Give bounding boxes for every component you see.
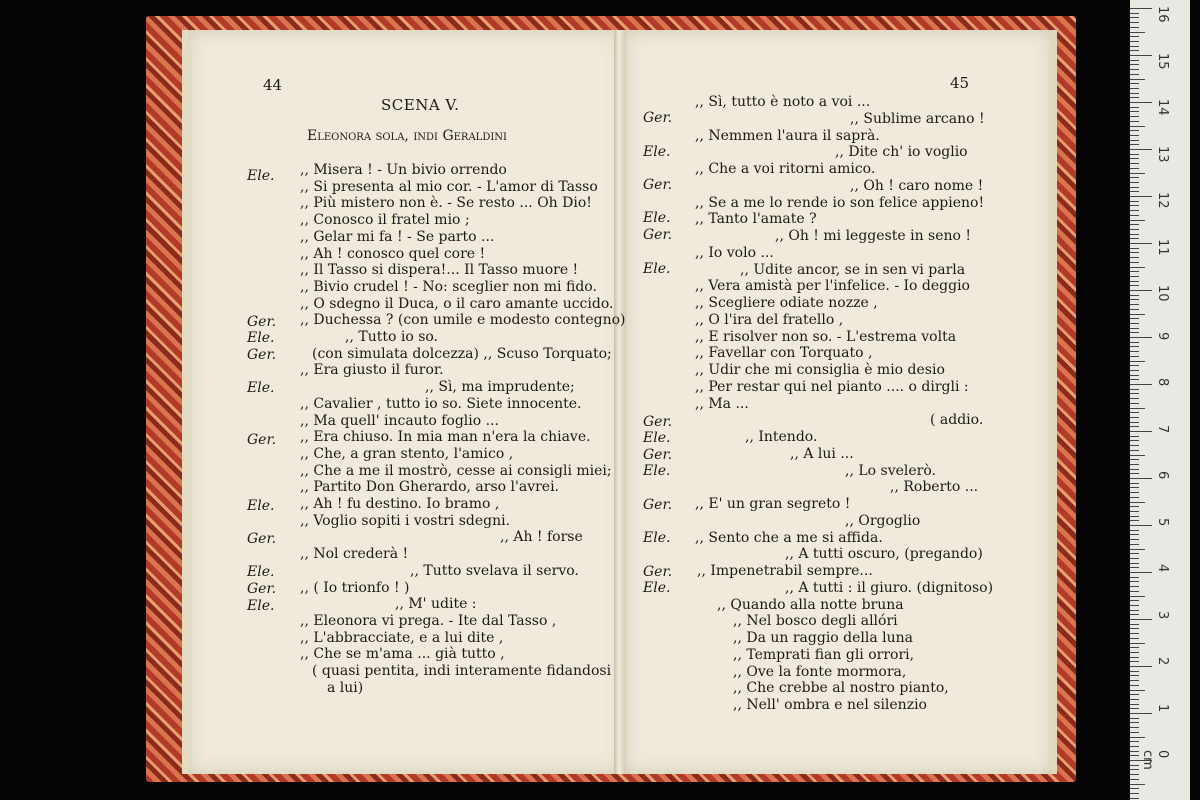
- ruler-tick: [1130, 690, 1145, 691]
- ruler-tick: [1130, 182, 1139, 183]
- left-speaker-label: Ger.: [247, 531, 277, 547]
- left-verse-line: ,, ( Io trionfo ! ): [300, 579, 410, 596]
- ruler-tick: [1130, 492, 1139, 493]
- ruler-tick: [1130, 553, 1139, 554]
- ruler-tick: [1130, 196, 1152, 197]
- ruler-tick: [1130, 591, 1139, 592]
- ruler-tick: [1130, 779, 1139, 780]
- left-verse-line: ,, Voglio sopiti i vostri sdegni.: [300, 512, 511, 529]
- ruler-tick: [1130, 600, 1139, 601]
- ruler-tick: [1130, 473, 1139, 474]
- ruler-tick: [1130, 384, 1152, 385]
- ruler-tick: [1130, 13, 1139, 14]
- left-verse-line: ,, L'abbracciate, e a lui dite ,: [300, 629, 504, 646]
- ruler-tick: [1130, 426, 1139, 427]
- ruler-number: 2: [1155, 657, 1170, 666]
- ruler-tick: [1130, 506, 1139, 507]
- ruler-tick: [1130, 563, 1139, 564]
- left-verse-line: ,, Che a me il mostrò, cesse ai consigli miei;: [300, 462, 612, 479]
- ruler-tick: [1130, 417, 1139, 418]
- left-verse-line: ,, Partito Don Gherardo, arso l'avrei.: [300, 479, 560, 496]
- ruler-tick: [1130, 220, 1145, 221]
- right-verse-line: ,, Ma ...: [695, 395, 749, 412]
- right-verse-line: ,, Impenetrabil sempre...: [697, 563, 873, 579]
- ruler-tick: [1130, 741, 1139, 742]
- ruler-tick: [1130, 516, 1139, 517]
- book-gutter: [614, 30, 626, 774]
- ruler-tick: [1130, 464, 1139, 465]
- left-speaker-label: Ele.: [247, 380, 275, 396]
- ruler-tick: [1130, 469, 1139, 470]
- right-verse-line: ,, A tutti : il giuro. (dignitoso): [785, 579, 994, 596]
- ruler-tick: [1130, 478, 1152, 479]
- ruler-tick: [1130, 502, 1145, 503]
- ruler-tick: [1130, 257, 1139, 258]
- ruler-tick: [1130, 41, 1139, 42]
- left-verse-line: ,, Duchessa ? (con umile e modesto contegno): [300, 312, 626, 329]
- left-verse-line: ,, Più mistero non è. - Se resto ... Oh Dio!: [300, 195, 592, 212]
- ruler-tick: [1130, 751, 1139, 752]
- right-verse-line: ,, Quando alla notte bruna: [717, 596, 904, 613]
- ruler-tick: [1130, 544, 1139, 545]
- left-verse-line: ,, Che se m'ama ... già tutto ,: [300, 646, 505, 663]
- left-verse-line: ,, Tutto io so.: [345, 329, 439, 345]
- ruler-tick: [1130, 596, 1145, 597]
- scene-heading: SCENA V.: [381, 96, 460, 114]
- ruler-tick: [1130, 661, 1139, 662]
- right-verse-line: ,, Tanto l'amate ?: [695, 211, 817, 228]
- ruler-tick: [1130, 487, 1139, 488]
- left-verse-line: ,, Nol crederà !: [300, 546, 409, 563]
- ruler-tick: [1130, 737, 1145, 738]
- ruler-tick: [1130, 64, 1139, 65]
- ruler-tick: [1130, 361, 1145, 362]
- ruler-tick: [1130, 163, 1139, 164]
- right-verse-line: ,, Intendo.: [745, 429, 818, 445]
- ruler-number: 10: [1155, 285, 1170, 302]
- ruler-tick: [1130, 74, 1139, 75]
- ruler-tick: [1130, 205, 1139, 206]
- right-verse-line: ,, Se a me lo rende io son felice appieno!: [695, 194, 985, 211]
- ruler-tick: [1130, 332, 1139, 333]
- ruler-tick: [1130, 17, 1139, 18]
- ruler-tick: [1130, 130, 1139, 131]
- right-speaker-label: Ele.: [643, 580, 671, 596]
- left-speaker-label: Ele.: [247, 498, 275, 514]
- ruler-tick: [1130, 539, 1139, 540]
- left-speaker-label: Ger.: [247, 581, 277, 597]
- ruler-tick: [1130, 107, 1139, 108]
- ruler-tick: [1130, 323, 1139, 324]
- left-speaker-label: Ele.: [247, 598, 275, 614]
- ruler-tick: [1130, 483, 1139, 484]
- scene-subheading: Eleonora sola, indi Geraldini: [307, 128, 507, 144]
- ruler-tick: [1130, 699, 1139, 700]
- ruler-tick: [1130, 398, 1139, 399]
- ruler-tick: [1130, 643, 1145, 644]
- ruler-tick: [1130, 408, 1145, 409]
- ruler-number: 14: [1155, 99, 1170, 116]
- right-speaker-label: Ger.: [643, 414, 673, 430]
- right-verse-line: ,, A tutti oscuro, (pregando): [785, 546, 983, 563]
- ruler-tick: [1130, 111, 1139, 112]
- left-verse-line: ( quasi pentita, indi interamente fidandosi: [312, 663, 612, 679]
- right-verse-line: ,, A lui ...: [790, 445, 854, 462]
- ruler-number: 1: [1155, 703, 1170, 712]
- ruler-tick: [1130, 530, 1139, 531]
- right-verse-line: ,, Udite ancor, se in sen vi parla: [740, 261, 966, 278]
- ruler-tick: [1130, 318, 1139, 319]
- left-verse-line: ,, Gelar mi fa ! - Se parto ...: [300, 228, 495, 245]
- ruler-tick: [1130, 370, 1139, 371]
- ruler-tick: [1130, 558, 1139, 559]
- ruler-tick: [1130, 610, 1139, 611]
- ruler-tick: [1130, 450, 1139, 451]
- right-speaker-label: Ger.: [643, 564, 673, 580]
- ruler-number: 4: [1155, 564, 1170, 573]
- ruler-tick: [1130, 328, 1139, 329]
- ruler-tick: [1130, 252, 1139, 253]
- ruler-tick: [1130, 248, 1139, 249]
- ruler-tick: [1130, 671, 1139, 672]
- right-verse-line: ,, Io volo ...: [695, 244, 774, 261]
- ruler-tick: [1130, 389, 1139, 390]
- left-speaker-label: Ger.: [247, 432, 277, 448]
- left-verse-line: ,, Era chiuso. In mia man n'era la chiave.: [300, 429, 591, 446]
- right-verse-line: ,, Sì, tutto è noto a voi ...: [695, 94, 871, 110]
- ruler-tick: [1130, 605, 1139, 606]
- ruler-tick: [1130, 149, 1152, 150]
- left-verse-line: ,, Era giusto il furor.: [300, 362, 444, 379]
- ruler-tick: [1130, 295, 1139, 296]
- right-verse-line: ,, Per restar qui nel pianto .... o dirgli :: [695, 378, 969, 395]
- ruler-tick: [1130, 624, 1139, 625]
- ruler-number: 3: [1155, 610, 1170, 619]
- ruler-number: 0 cm: [1140, 750, 1170, 770]
- right-speaker-label: Ele.: [643, 144, 671, 160]
- right-verse-line: ,, Dite ch' io voglio: [835, 144, 968, 161]
- right-speaker-label: Ger.: [643, 177, 673, 193]
- ruler-tick: [1130, 121, 1139, 122]
- ruler-tick: [1130, 769, 1139, 770]
- left-verse-line: ,, Cavalier , tutto io so. Siete innocente.: [300, 395, 582, 412]
- ruler-tick: [1130, 459, 1139, 460]
- ruler-tick: [1130, 798, 1139, 799]
- ruler-tick: [1130, 657, 1139, 658]
- left-verse-line: ,, Eleonora vi prega. - Ite dal Tasso ,: [300, 612, 557, 629]
- ruler-tick: [1130, 8, 1152, 9]
- ruler-tick: [1130, 346, 1139, 347]
- right-speaker-label: Ele.: [643, 261, 671, 277]
- ruler-tick: [1130, 234, 1139, 235]
- right-speaker-label: Ger.: [643, 497, 673, 513]
- left-verse-line: ,, Il Tasso si dispera!... Il Tasso muore !: [300, 262, 579, 279]
- ruler-tick: [1130, 210, 1139, 211]
- right-verse-line: ,, Nell' ombra e nel silenzio: [733, 697, 927, 713]
- ruler-tick: [1130, 633, 1139, 634]
- left-verse-line: ,, Misera ! - Un bivio orrendo: [300, 162, 507, 178]
- ruler-number: 5: [1155, 517, 1170, 526]
- ruler-tick: [1130, 534, 1139, 535]
- ruler-tick: [1130, 342, 1139, 343]
- ruler-tick: [1130, 788, 1139, 789]
- ruler-tick: [1130, 718, 1139, 719]
- ruler-tick: [1130, 173, 1145, 174]
- ruler-tick: [1130, 379, 1139, 380]
- ruler-tick: [1130, 581, 1139, 582]
- left-verse-line: ,, Sì, ma imprudente;: [425, 379, 575, 396]
- right-verse-line: ,, Sento che a me si affida.: [695, 529, 883, 546]
- left-verse-line: ,, Si presenta al mio cor. - L'amor di Tasso: [300, 178, 598, 195]
- ruler-tick: [1130, 32, 1145, 33]
- ruler-tick: [1130, 144, 1139, 145]
- left-speaker-label: Ele.: [247, 168, 275, 184]
- right-verse-line: ,, Udir che mi consiglia è mio desio: [695, 362, 945, 378]
- left-verse-line: (con simulata dolcezza) ,, Scuso Torquato;: [312, 345, 612, 362]
- ruler-tick: [1130, 69, 1139, 70]
- right-speaker-label: Ele.: [643, 210, 671, 226]
- right-verse-line: ,, Ove la fonte mormora,: [733, 663, 907, 680]
- right-verse-line: ,, Oh ! mi leggeste in seno !: [775, 228, 972, 244]
- ruler-tick: [1130, 784, 1145, 785]
- ruler-tick: [1130, 638, 1139, 639]
- ruler-tick: [1130, 290, 1152, 291]
- left-speaker-label: Ele.: [247, 564, 275, 580]
- ruler-tick: [1130, 304, 1139, 305]
- left-verse-line: ,, Tutto svelava il servo.: [410, 562, 579, 579]
- ruler-tick: [1130, 276, 1139, 277]
- ruler-tick: [1130, 393, 1139, 394]
- ruler-tick: [1130, 201, 1139, 202]
- ruler-number: 9: [1155, 331, 1170, 340]
- ruler-tick: [1130, 271, 1139, 272]
- ruler-tick: [1130, 27, 1139, 28]
- measuring-ruler: [1130, 0, 1190, 800]
- ruler-tick: [1130, 158, 1139, 159]
- ruler-tick: [1130, 187, 1139, 188]
- ruler-tick: [1130, 727, 1139, 728]
- ruler-number: 15: [1155, 52, 1170, 70]
- page-number-left: 44: [263, 76, 283, 94]
- ruler-tick: [1130, 722, 1139, 723]
- ruler-tick: [1130, 577, 1139, 578]
- right-verse-line: ,, E' un gran segreto !: [695, 496, 851, 512]
- right-speaker-label: Ele.: [643, 430, 671, 446]
- ruler-tick: [1130, 243, 1152, 244]
- right-speaker-label: Ger.: [643, 110, 673, 126]
- right-verse-line: ,, E risolver non so. - L'estrema volta: [695, 328, 957, 345]
- ruler-tick: [1130, 455, 1145, 456]
- ruler-tick: [1130, 511, 1139, 512]
- left-verse-line: a lui): [327, 679, 364, 696]
- ruler-tick: [1130, 215, 1139, 216]
- left-verse-line: ,, Ah ! forse: [500, 529, 583, 546]
- left-verse-line: ,, M' udite :: [395, 596, 477, 613]
- ruler-tick: [1130, 680, 1139, 681]
- left-speaker-label: Ger.: [247, 314, 277, 330]
- right-verse-line: ,, Roberto ...: [890, 479, 979, 496]
- ruler-tick: [1130, 116, 1139, 117]
- ruler-tick: [1130, 168, 1139, 169]
- right-verse-line: ,, Che crebbe al nostro pianto,: [733, 680, 949, 697]
- ruler-tick: [1130, 774, 1139, 775]
- right-verse-line: ,, Sublime arcano !: [850, 110, 985, 127]
- ruler-number: 7: [1155, 424, 1170, 433]
- ruler-tick: [1130, 732, 1139, 733]
- ruler-tick: [1130, 436, 1139, 437]
- ruler-tick: [1130, 238, 1139, 239]
- ruler-tick: [1130, 704, 1139, 705]
- right-verse-line: ,, Nemmen l'aura il saprà.: [695, 127, 880, 144]
- ruler-tick: [1130, 652, 1139, 653]
- ruler-tick: [1130, 229, 1139, 230]
- ruler-tick: [1130, 299, 1139, 300]
- ruler-tick: [1130, 666, 1152, 667]
- ruler-tick: [1130, 309, 1139, 310]
- ruler-tick: [1130, 746, 1139, 747]
- ruler-tick: [1130, 135, 1139, 136]
- ruler-tick: [1130, 755, 1139, 756]
- right-verse-line: ,, Da un raggio della luna: [733, 630, 914, 646]
- ruler-tick: [1130, 431, 1152, 432]
- ruler-tick: [1130, 22, 1139, 23]
- right-verse-line: ,, Lo svelerò.: [845, 462, 936, 479]
- ruler-tick: [1130, 79, 1145, 80]
- ruler-tick: [1130, 675, 1139, 676]
- ruler-tick: [1130, 55, 1152, 56]
- ruler-tick: [1130, 694, 1139, 695]
- ruler-tick: [1130, 628, 1139, 629]
- ruler-tick: [1130, 93, 1139, 94]
- ruler-tick: [1130, 154, 1139, 155]
- ruler-tick: [1130, 314, 1145, 315]
- ruler-tick: [1130, 50, 1139, 51]
- right-speaker-label: Ger.: [643, 227, 673, 243]
- ruler-tick: [1130, 365, 1139, 366]
- ruler-tick: [1130, 281, 1139, 282]
- ruler-tick: [1130, 375, 1139, 376]
- ruler-tick: [1130, 83, 1139, 84]
- ruler-tick: [1130, 685, 1139, 686]
- ruler-tick: [1130, 412, 1139, 413]
- ruler-tick: [1130, 60, 1139, 61]
- page-number-right: 45: [950, 74, 970, 92]
- ruler-number: 13: [1155, 145, 1170, 163]
- ruler-tick: [1130, 793, 1139, 794]
- ruler-tick: [1130, 520, 1139, 521]
- right-speaker-label: Ger.: [643, 447, 673, 463]
- right-verse-line: ,, Favellar con Torquato ,: [695, 345, 873, 362]
- ruler-tick: [1130, 614, 1139, 615]
- ruler-tick: [1130, 337, 1152, 338]
- right-verse-line: ,, Scegliere odiate nozze ,: [695, 295, 878, 311]
- ruler-tick: [1130, 422, 1139, 423]
- right-verse-line: ,, Oh ! caro nome !: [850, 177, 984, 194]
- right-verse-line: ,, Orgoglio: [845, 512, 921, 529]
- left-verse-line: ,, Bivio crudel ! - No: sceglier non mi fido.: [300, 278, 597, 295]
- right-verse-line: ( addio.: [930, 412, 984, 429]
- ruler-tick: [1130, 46, 1139, 47]
- left-speaker-label: Ger.: [247, 347, 277, 363]
- right-verse-line: ,, Che a voi ritorni amico.: [695, 161, 876, 177]
- ruler-tick: [1130, 267, 1145, 268]
- ruler-tick: [1130, 285, 1139, 286]
- ruler-tick: [1130, 765, 1139, 766]
- ruler-tick: [1130, 262, 1139, 263]
- ruler-tick: [1130, 572, 1152, 573]
- right-speaker-label: Ele.: [643, 463, 671, 479]
- left-speaker-label: Ele.: [247, 330, 275, 346]
- ruler-tick: [1130, 88, 1139, 89]
- ruler-tick: [1130, 224, 1139, 225]
- ruler-number: 16: [1155, 6, 1170, 23]
- ruler-tick: [1130, 102, 1152, 103]
- right-speaker-label: Ele.: [643, 530, 671, 546]
- right-verse-line: ,, O l'ira del fratello ,: [695, 311, 844, 328]
- left-verse-line: ,, Che, a gran stento, l'amico ,: [300, 445, 514, 462]
- left-verse-line: ,, Ah ! conosco quel core !: [300, 245, 486, 262]
- ruler-tick: [1130, 36, 1139, 37]
- left-verse-line: ,, Ah ! fu destino. Io bramo ,: [300, 496, 500, 512]
- ruler-tick: [1130, 445, 1139, 446]
- ruler-tick: [1130, 356, 1139, 357]
- right-verse-line: ,, Temprati fian gli orrori,: [733, 646, 915, 663]
- ruler-tick: [1130, 97, 1139, 98]
- ruler-number: 8: [1155, 378, 1170, 387]
- ruler-tick: [1130, 567, 1139, 568]
- right-verse-line: ,, Nel bosco degli allóri: [733, 613, 898, 630]
- ruler-tick: [1130, 713, 1152, 714]
- ruler-tick: [1130, 403, 1139, 404]
- ruler-number: 6: [1155, 471, 1170, 480]
- ruler-tick: [1130, 525, 1152, 526]
- ruler-tick: [1130, 140, 1139, 141]
- ruler-number: 12: [1155, 192, 1170, 209]
- left-verse-line: ,, Ma quell' incauto foglio ...: [300, 412, 499, 429]
- ruler-tick: [1130, 497, 1139, 498]
- ruler-tick: [1130, 440, 1139, 441]
- ruler-tick: [1130, 619, 1152, 620]
- left-verse-line: ,, Conosco il fratel mio ;: [300, 212, 470, 229]
- ruler-tick: [1130, 586, 1139, 587]
- ruler-tick: [1130, 647, 1139, 648]
- right-verse-line: ,, Vera amistà per l'infelice. - Io deggio: [695, 278, 970, 295]
- ruler-tick: [1130, 351, 1139, 352]
- ruler-tick: [1130, 177, 1139, 178]
- ruler-tick: [1130, 549, 1145, 550]
- ruler-tick: [1130, 708, 1139, 709]
- left-verse-line: ,, O sdegno il Duca, o il caro amante uccido.: [300, 295, 614, 312]
- ruler-tick: [1130, 191, 1139, 192]
- ruler-tick: [1130, 126, 1145, 127]
- ruler-number: 11: [1155, 238, 1170, 256]
